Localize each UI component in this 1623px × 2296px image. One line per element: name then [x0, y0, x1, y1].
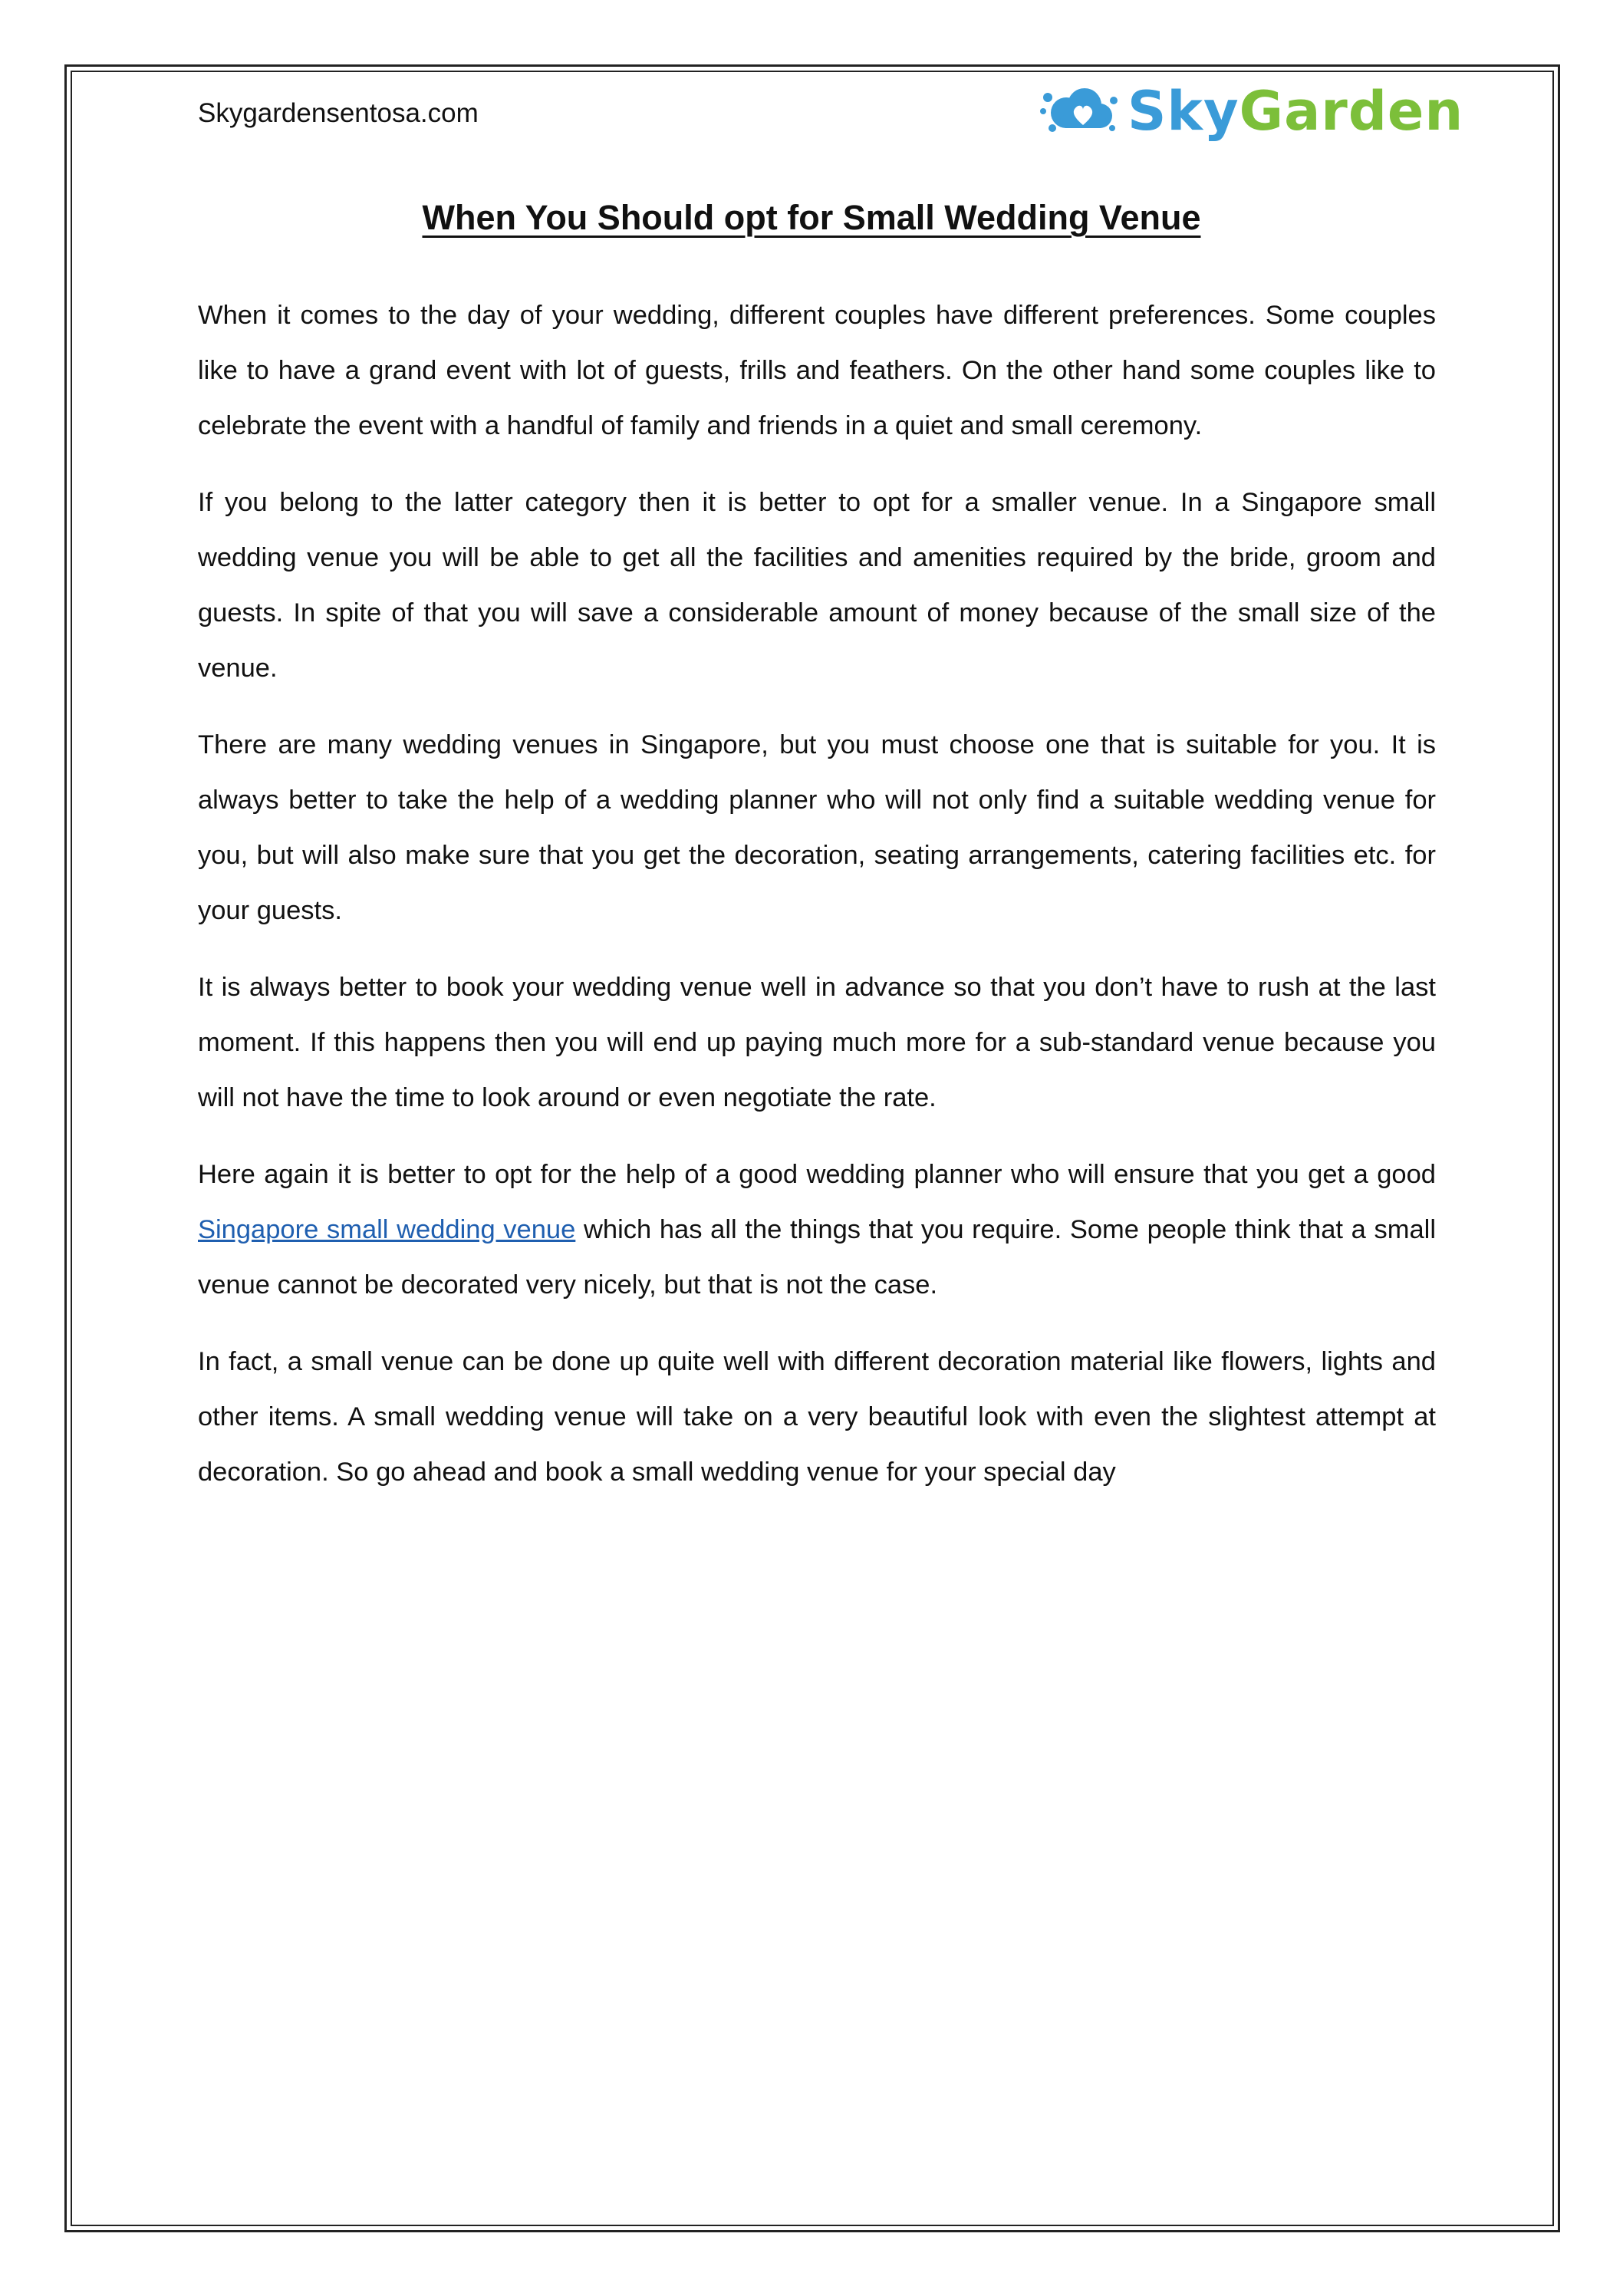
site-url: Skygardensentosa.com: [198, 98, 479, 128]
singapore-small-wedding-venue-link[interactable]: Singapore small wedding venue: [198, 1215, 576, 1244]
cloud-heart-icon: [1037, 81, 1121, 142]
paragraph-5-after: which has all the things that you require. Some people think that a small venue cannot be decorated very nicely, but that is not the case.: [198, 1215, 1436, 1300]
paragraph-5-before: Here again it is better to opt for the help of a good wedding planner who will ensure that you get a good: [198, 1160, 1436, 1189]
logo-wordmark: [1128, 80, 1464, 143]
paragraph-6: In fact, a small venue can be done up quite well with different decoration material like flowers, lights and other items. A small wedding venue will take on a very beautiful look with even the slightest attempt at decoration. So go ahead and book a small wedding venue for your special day: [198, 1347, 1436, 1487]
logo-text-garden: Garden: [1239, 80, 1464, 143]
document-title: When You Should opt for Small Wedding Venue: [422, 198, 1201, 237]
paragraph-5: [198, 1147, 1436, 1313]
paragraph-3: There are many wedding venues in Singapore, but you must choose one that is suitable for you. It is always better to take the help of a wedding planner who will not only find a suitable wedding venue for you, but will also make sure that you get the decoration, seating arrangements, catering facilities etc. for your guests.: [198, 730, 1436, 925]
paragraph-4: It is always better to book your wedding venue well in advance so that you don’t have to rush at the last moment. If this happens then you will end up paying much more for a sub-standard venue because you will not have the time to look around or even negotiate the rate.: [198, 973, 1436, 1112]
paragraph-1: When it comes to the day of your wedding, different couples have different preferences. Some couples like to have a grand event with lot of guests, frills and feathers. On the other hand some couples like to celebrate the event with a handful of family and friends in a quiet and small ceremony.: [198, 301, 1436, 440]
paragraph-2: If you belong to the latter category then it is better to opt for a smaller venue. In a Singapore small wedding venue you will be able to get all the facilities and amenities required by the bride, groom and guests. In spite of that you will save a considerable amount of money because of the small size of the venue.: [198, 488, 1436, 683]
logo-text-sky: Sky: [1128, 80, 1239, 143]
document-body: [198, 288, 1436, 1521]
skygarden-logo: [1037, 77, 1463, 146]
